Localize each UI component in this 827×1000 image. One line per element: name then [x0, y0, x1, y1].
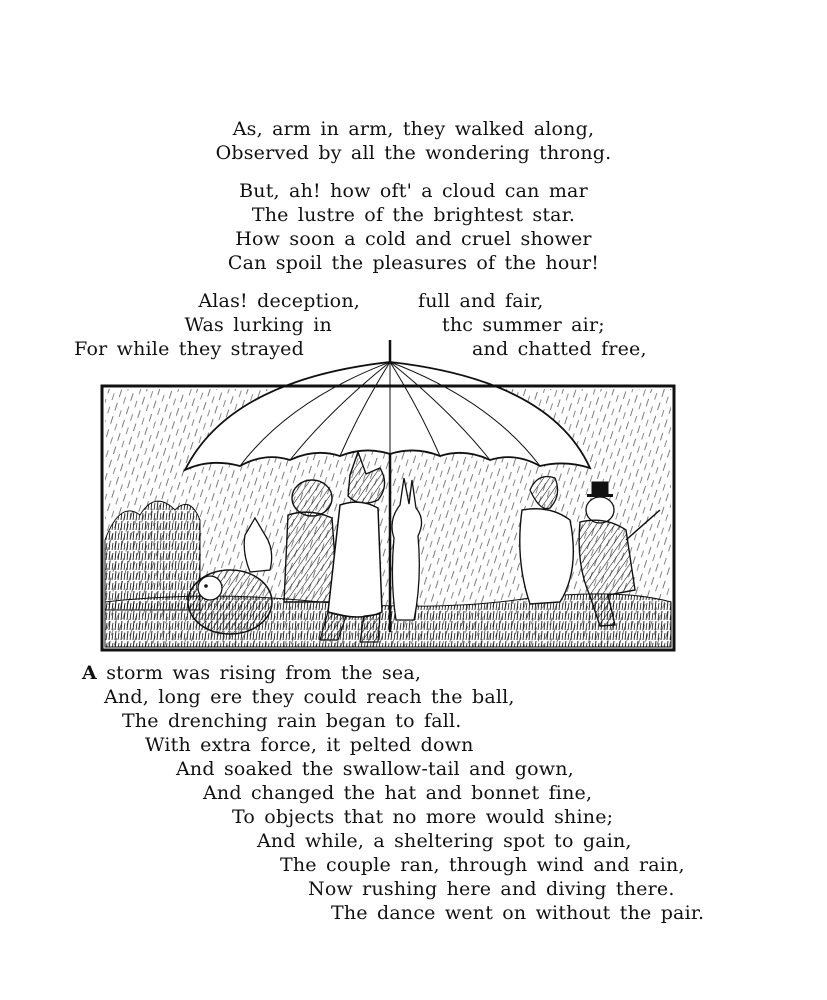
- bear-head: [292, 480, 332, 516]
- poem-line-text: storm was rising from the sea,: [106, 662, 422, 684]
- poem-line: And, long ere they could reach the ball,: [104, 686, 515, 708]
- poem-line-left: For while they strayed: [74, 338, 304, 360]
- poem-line: And changed the hat and bonnet fine,: [203, 782, 593, 804]
- lady-gown: [520, 509, 574, 604]
- poem-line: And soaked the swallow-tail and gown,: [176, 758, 574, 780]
- umbrella-canopy: [185, 362, 590, 470]
- top-hat: [592, 482, 608, 496]
- poem-line-right: and chatted free,: [472, 338, 647, 360]
- poem-line: The lustre of the brightest star.: [251, 204, 576, 226]
- poem-line: With extra force, it pelted down: [145, 734, 474, 756]
- poem-line: [82, 661, 421, 685]
- poem-line: And while, a sheltering spot to gain,: [257, 830, 632, 852]
- poem-line-left: Was lurking in: [184, 314, 332, 336]
- poem-line: But, ah! how oft' a cloud can mar: [239, 180, 588, 202]
- poem-line-left: Alas! deception,: [198, 290, 360, 312]
- poem-line: The dance went on without the pair.: [331, 902, 705, 924]
- poem-line: The drenching rain began to fall.: [122, 710, 462, 732]
- umbrella-rain-scene: [60, 340, 760, 660]
- poem-line: How soon a cold and cruel shower: [235, 228, 592, 250]
- poem-line-right: thc summer air;: [442, 314, 605, 336]
- poem-line: Observed by all the wondering throng.: [215, 142, 612, 164]
- poem-line: The couple ran, through wind and rain,: [280, 854, 685, 876]
- poem-line: Now rushing here and diving there.: [308, 878, 675, 900]
- gentleman-head: [586, 497, 614, 523]
- poem-line-right: full and fair,: [418, 290, 544, 312]
- bushes: [105, 501, 200, 610]
- poem-line: As, arm in arm, they walked along,: [232, 118, 595, 140]
- drop-cap: A: [82, 662, 97, 684]
- poem-line: Can spoil the pleasures of the hour!: [227, 252, 600, 274]
- umbrella-illustration: [60, 340, 760, 660]
- poem-line: To objects that no more would shine;: [232, 806, 614, 828]
